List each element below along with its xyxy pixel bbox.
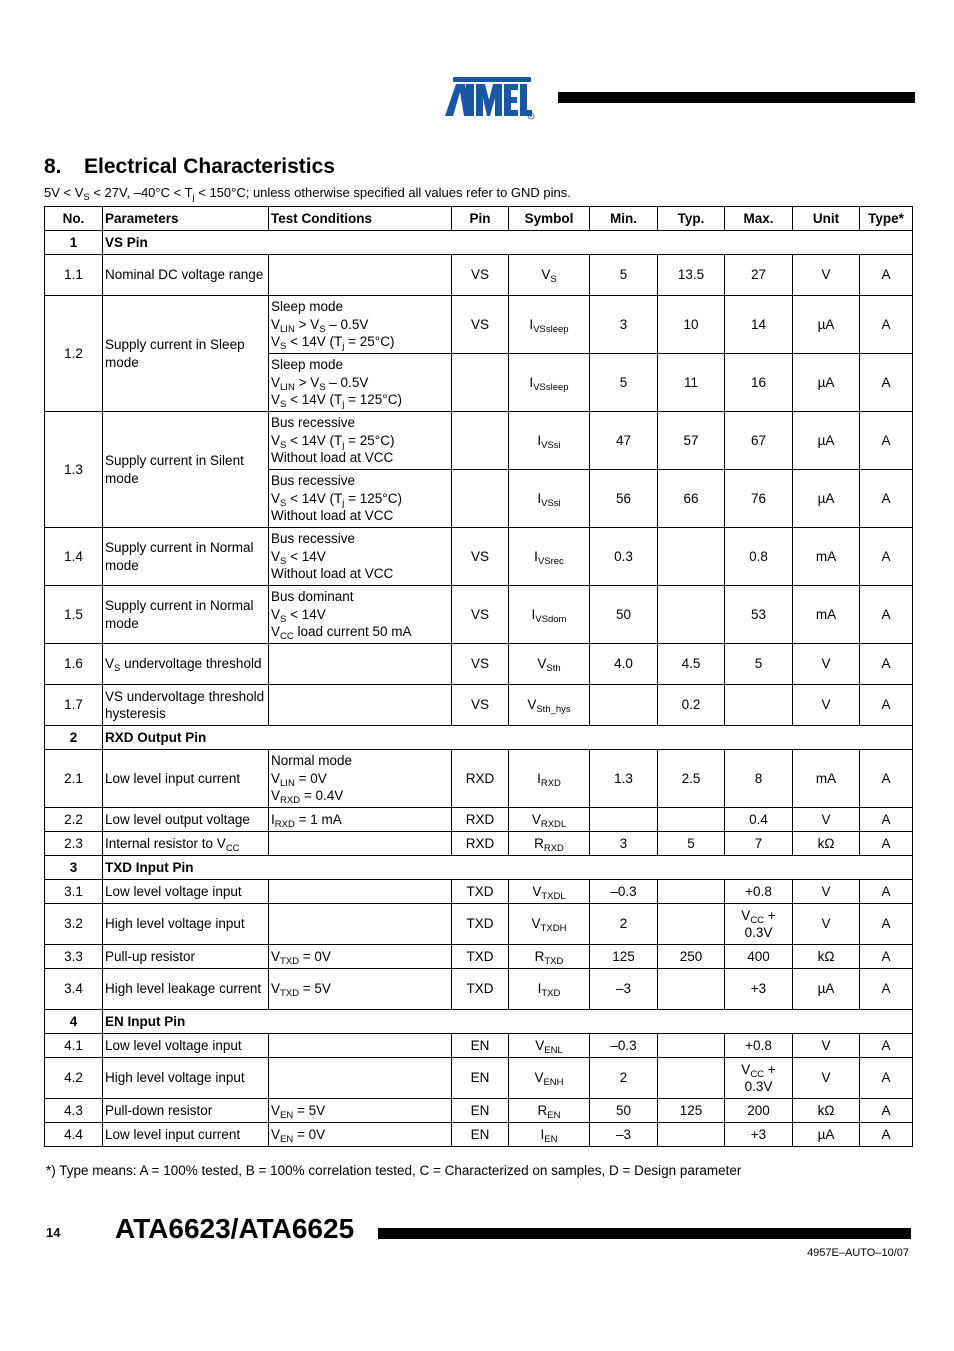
- section-heading: 8. Electrical Characteristics: [44, 155, 335, 178]
- table-row: 4.1 Low level voltage input EN $V_{ENL}$ –0.3 +0.8 V A: [45, 1034, 913, 1058]
- table-row: 1.2 Supply current in Sleep mode Sleep mode $V_{LIN} > V_S - 0.5V$ $V_S < 14V$ $(T_j = 25^\circ C)$ VS $I_{VSsleep}$ 3 10 14 µA A: [45, 296, 913, 354]
- table-row: 1.1 Nominal DC voltage range VS $V_S$ 5 13.5 27 V A: [45, 255, 913, 296]
- section-row: 1 VS Pin: [45, 231, 913, 255]
- col-header: Test Conditions: [269, 207, 452, 231]
- table-header-row: [45, 207, 913, 231]
- document-reference: 4957E–AUTO–10/07: [807, 1247, 909, 1259]
- col-header: Pin: [452, 207, 509, 231]
- col-header: Min.: [590, 207, 658, 231]
- col-header: Typ.: [658, 207, 725, 231]
- table-row: 1.6 $V_S$ undervoltage threshold VS $V_{Sth}$ 4.0 4.5 5 V A: [45, 644, 913, 685]
- table-row: 1.7 VS undervoltage threshold hysteresis VS $V_{Sth\_hys}$ 0.2 V A: [45, 685, 913, 726]
- table-row: 3.3 Pull-up resistor $V_{TXD} = 0V$ TXD $R_{TXD}$ 125 250 400 kΩ A: [45, 945, 913, 969]
- atmel-logo: [441, 74, 535, 120]
- col-header: Type*: [860, 207, 913, 231]
- col-header: Unit: [793, 207, 860, 231]
- table-row: 1.4 Supply current in Normal mode Bus recessive $V_S < 14V$ Without load at VCC VS $I_{VSrec}$ 0.3 0.8 mA A: [45, 528, 913, 586]
- table-row: Sleep mode $V_{LIN} > V_S - 0.5V$ $V_S < 14V$ $(T_j = 125^\circ C)$ $I_{VSsleep}$ 5 11 16 µA A: [45, 354, 913, 412]
- electrical-characteristics-table: [44, 206, 913, 1147]
- table-row: 4.3 Pull-down resistor $V_{EN} = 5V$ EN $R_{EN}$ 50 125 200 kΩ A: [45, 1099, 913, 1123]
- table-row: 1.3 Supply current in Silent mode Bus recessive $V_S < 14V$ $(T_j = 25^\circ C)$ Without load at VCC $I_{VSsi}$ 47 57 67 µA A: [45, 412, 913, 470]
- section-row: 3 TXD Input Pin: [45, 856, 913, 880]
- svg-text:R: R: [529, 113, 533, 119]
- table-row: 2.3 Internal resistor to $V_{CC}$ RXD $R_{RXD}$ 3 5 7 kΩ A: [45, 832, 913, 856]
- table-row: 1.5 Supply current in Normal mode Bus dominant $V_S < 14V$ $V_{CC}$ load current 50 mA VS $I_{VSdom}$ 50 53 mA A: [45, 586, 913, 644]
- document-title: ATA6623/ATA6625: [115, 1213, 355, 1244]
- table-row: 4.2 High level voltage input EN $V_{ENH}$ 2 $V_{CC}$ + 0.3V V A: [45, 1058, 913, 1099]
- col-header: Parameters: [103, 207, 269, 231]
- table-row: 2.1 Low level input current Normal mode $V_{LIN} = 0V$ $V_{RXD} = 0.4V$ RXD $I_{RXD}$ 1.3 2.5 8 mA A: [45, 750, 913, 808]
- section-row: 4 EN Input Pin: [45, 1010, 913, 1034]
- col-header: Symbol: [509, 207, 590, 231]
- page-number: 14: [46, 1225, 61, 1240]
- table-row: 4.4 Low level input current $V_{EN} = 0V$ EN $I_{EN}$ –3 +3 µA A: [45, 1123, 913, 1147]
- col-header: Max.: [725, 207, 793, 231]
- table-row: 3.4 High level leakage current $V_{TXD} = 5V$ TXD $I_{TXD}$ –3 +3 µA A: [45, 969, 913, 1010]
- section-row: 2 RXD Output Pin: [45, 726, 913, 750]
- footnote: *) Type means: A = 100% tested, B = 100% correlation tested, C = Characterized on samples, D = Design parameter: [46, 1163, 742, 1178]
- conditions-note: $5V < V_S < 27V$, $-40^\circ C < T_j < 150^\circ C$; unless otherwise specified all values refer to GND pins.: [44, 185, 571, 203]
- table-row: 3.1 Low level voltage input TXD $V_{TXDL}$ –0.3 +0.8 V A: [45, 880, 913, 904]
- header-rule: [558, 92, 915, 103]
- footer-rule: [378, 1228, 911, 1239]
- table-row: 3.2 High level voltage input TXD $V_{TXDH}$ 2 $V_{CC}$ + 0.3V V A: [45, 904, 913, 945]
- table-row: Bus recessive $V_S < 14V$ $(T_j = 125^\circ C)$ Without load at VCC $I_{VSsi}$ 56 66 76 µA A: [45, 470, 913, 528]
- col-header: No.: [45, 207, 103, 231]
- table-row: 2.2 Low level output voltage $I_{RXD} = 1$ mA RXD $V_{RXDL}$ 0.4 V A: [45, 808, 913, 832]
